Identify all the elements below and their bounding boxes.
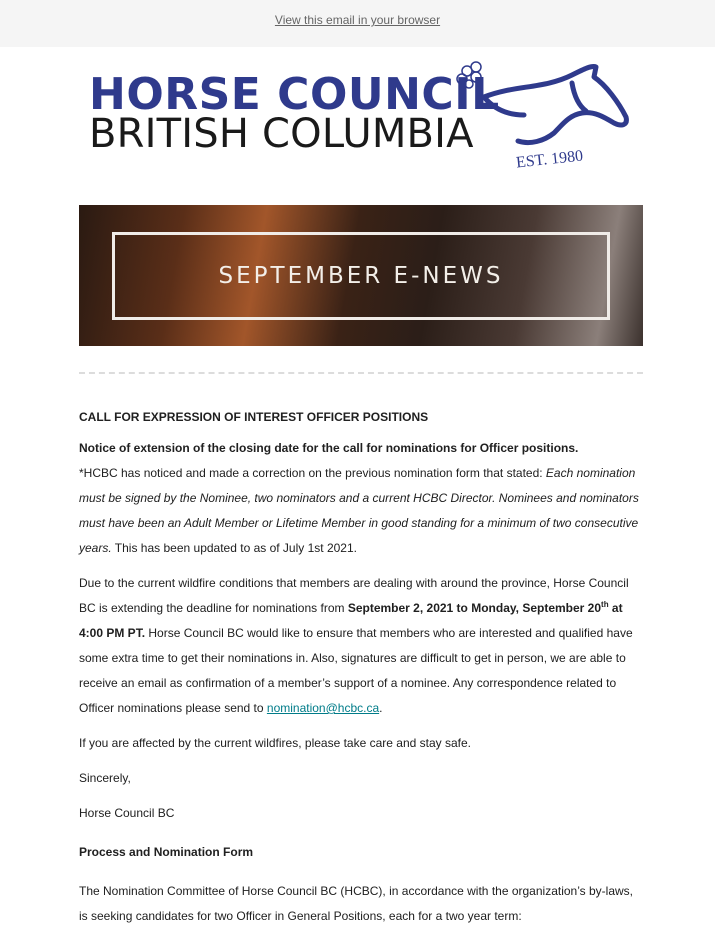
view-in-browser-link[interactable]: View this email in your browser bbox=[274, 13, 441, 27]
logo-est-year: EST. 1980 bbox=[515, 147, 584, 172]
logo-line1: HORSE COUNCIL bbox=[89, 69, 500, 120]
logo-line2: BRITISH COLUMBIA bbox=[89, 111, 474, 157]
section-divider bbox=[79, 372, 643, 374]
hcbc-logo[interactable] bbox=[79, 55, 644, 185]
signoff-text: Horse Council BC bbox=[79, 806, 175, 820]
article-body bbox=[79, 405, 643, 939]
process-heading: Process and Nomination Form bbox=[79, 845, 254, 859]
nomination-email-link[interactable]: nomination@hcbc.ca bbox=[266, 701, 380, 715]
horse-head-icon bbox=[454, 55, 644, 155]
committee-paragraph: The Nomination Committee of Horse Council BC (HCBC), in accordance with the organization’s by-laws, is seeking candidates for two Officer in General Positions, each for a two year term: bbox=[79, 884, 634, 923]
deadline-paragraph: Due to the current wildfire conditions that members are dealing with around the province, Horse Council BC is extending the deadline for nominations from September 2, 2021 to Monday, September 20th at 4:00 PM PT. Horse Council BC would like to ensure that members who are interested and qualified have some extra time to get their nominations in. Also, signatures are difficult to get in person, we are able to receive an email as confirmation of a member’s support of a nominee. Any correspondence related to Officer nominations please send to nomination@hcbc.ca. bbox=[79, 576, 633, 715]
preheader-bar bbox=[0, 0, 715, 47]
correction-paragraph: *HCBC has noticed and made a correction on the previous nomination form that stated: Each nomination must be signed by the Nominee, two nominators and a current HCBC Director. Nominees and nominators must have been an Adult Member or Lifetime Member in good standing for a minimum of two consecutive years. This has been updated to as of July 1st 2021. bbox=[79, 466, 639, 555]
september-enews-banner bbox=[79, 205, 643, 346]
wildfire-paragraph: If you are affected by the current wildfires, please take care and stay safe. bbox=[79, 736, 471, 750]
banner-title: SEPTEMBER E-NEWS bbox=[218, 263, 504, 289]
article-title: CALL FOR EXPRESSION OF INTEREST OFFICER POSITIONS bbox=[79, 410, 429, 424]
banner-frame bbox=[112, 232, 610, 320]
sincerely-text: Sincerely, bbox=[79, 771, 131, 785]
notice-paragraph: Notice of extension of the closing date for the call for nominations for Officer positions. bbox=[79, 441, 579, 455]
